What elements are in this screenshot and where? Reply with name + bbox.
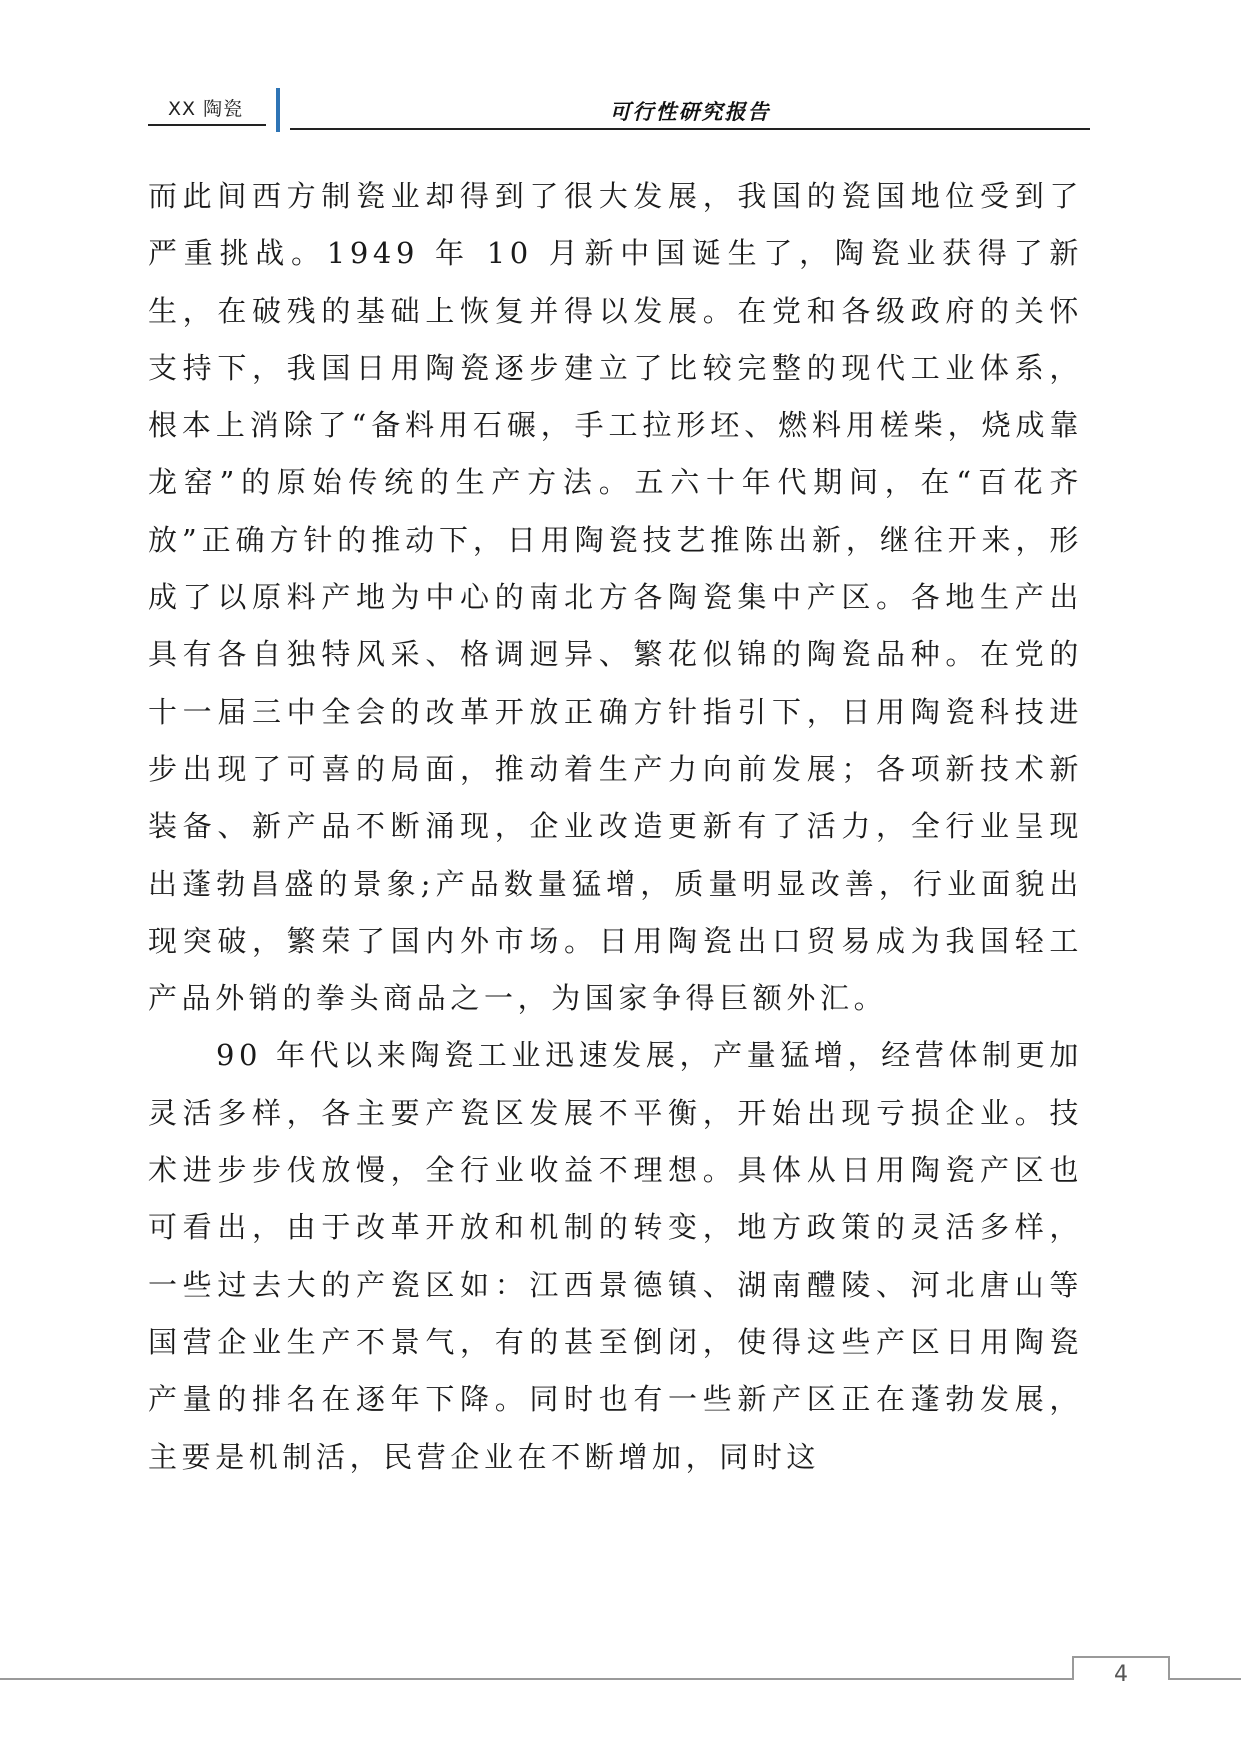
header-company-name: XX 陶瓷 (168, 98, 244, 120)
page-number: 4 (1114, 1662, 1128, 1687)
header-accent-bar (276, 88, 280, 132)
document-body (148, 168, 1083, 1486)
header-document-title: 可行性研究报告 (609, 100, 771, 124)
page-header (148, 88, 1090, 134)
footer-rule-left (0, 1678, 1072, 1680)
footer-rule-right (1170, 1678, 1241, 1680)
body-paragraph: 90 年代以来陶瓷工业迅速发展，产量猛增，经营体制更加灵活多样，各主要产瓷区发展不平衡，开始出现亏损企业。技术进步步伐放慢，全行业收益不理想。具体从日用陶瓷产区也可看出，由于改革开放和机制的转变，地方政策的灵活多样，一些过去大的产瓷区如：江西景德镇、湖南醴陵、河北唐山等国营企业生产不景气，有的甚至倒闭，使得这些产区日用陶瓷产量的排名在逐年下降。同时也有一些新产区正在蓬勃发展，主要是机制活，民营企业在不断增加，同时这 (148, 1038, 1083, 1474)
header-left-rule (148, 124, 266, 126)
header-right-rule (290, 128, 1090, 130)
body-paragraph: 而此间西方制瓷业却得到了很大发展，我国的瓷国地位受到了严重挑战。1949 年 10 月新中国诞生了，陶瓷业获得了新生，在破残的基础上恢复并得以发展。在党和各级政府的关怀支持下，我国日用陶瓷逐步建立了比较完整的现代工业体系，根本上消除了“备料用石碾，手工拉形坯、燃料用槎柴，烧成靠龙窑”的原始传统的生产方法。五六十年代期间，在“百花齐放”正确方针的推动下，日用陶瓷技艺推陈出新，继往开来，形成了以原料产地为中心的南北方各陶瓷集中产区。各地生产出具有各自独特风采、格调迥异、繁花似锦的陶瓷品种。在党的十一届三中全会的改革开放正确方针指引下，日用陶瓷科技进步出现了可喜的局面，推动着生产力向前发展；各项新技术新装备、新产品不断涌现，企业改造更新有了活力，全行业呈现出蓬勃昌盛的景象;产品数量猛增，质量明显改善，行业面貌出现突破，繁荣了国内外市场。日用陶瓷出口贸易成为我国轻工产品外销的拳头商品之一，为国家争得巨额外汇。 (148, 179, 1083, 1016)
